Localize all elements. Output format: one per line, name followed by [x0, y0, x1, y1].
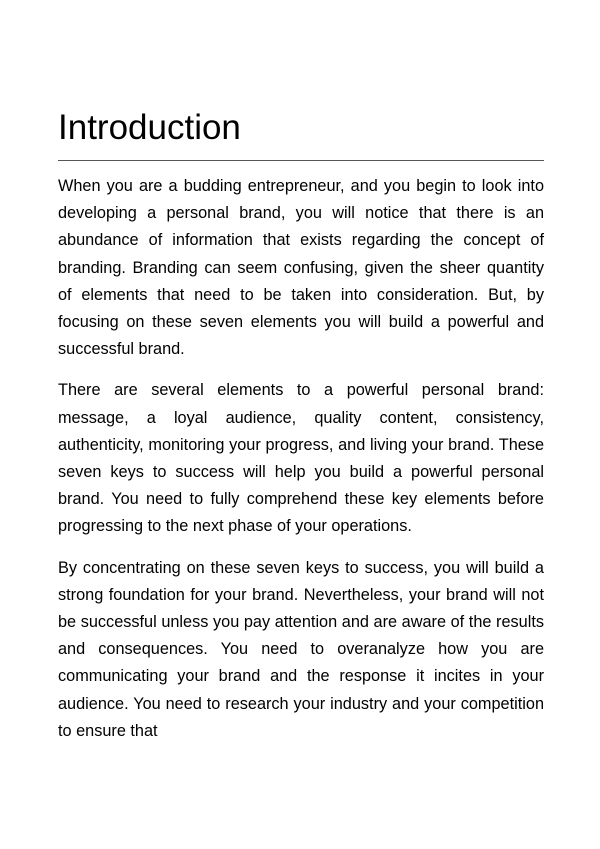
paragraph: By concentrating on these seven keys to success, you will build a strong foundation for your brand. Nevertheless, your brand will not be successful unless you pay attention and are aware of the results and consequences. You need to overanalyze how you are communicating your brand and the response it incites in your audience. You need to research your industry and your competition to ensure that	[58, 558, 544, 740]
paragraph: When you are a budding entrepreneur, and you begin to look into developing a personal brand, you will notice that there is an abundance of information that exists regarding the concept of branding. Branding can seem confusing, given the sheer quantity of elements that need to be taken into consideration. But, by focusing on these seven elements you will build a powerful and successful brand.	[58, 177, 544, 359]
body-text	[58, 173, 544, 759]
page-title: Introduction	[58, 108, 241, 147]
paragraph: There are several elements to a powerful personal brand: message, a loyal audience, quality content, consistency, authenticity, monitoring your progress, and living your brand. These seven keys to success will help you build a powerful personal brand. You need to fully comprehend these key elements before progressing to the next phase of your operations.	[58, 381, 544, 536]
title-divider	[58, 160, 544, 161]
